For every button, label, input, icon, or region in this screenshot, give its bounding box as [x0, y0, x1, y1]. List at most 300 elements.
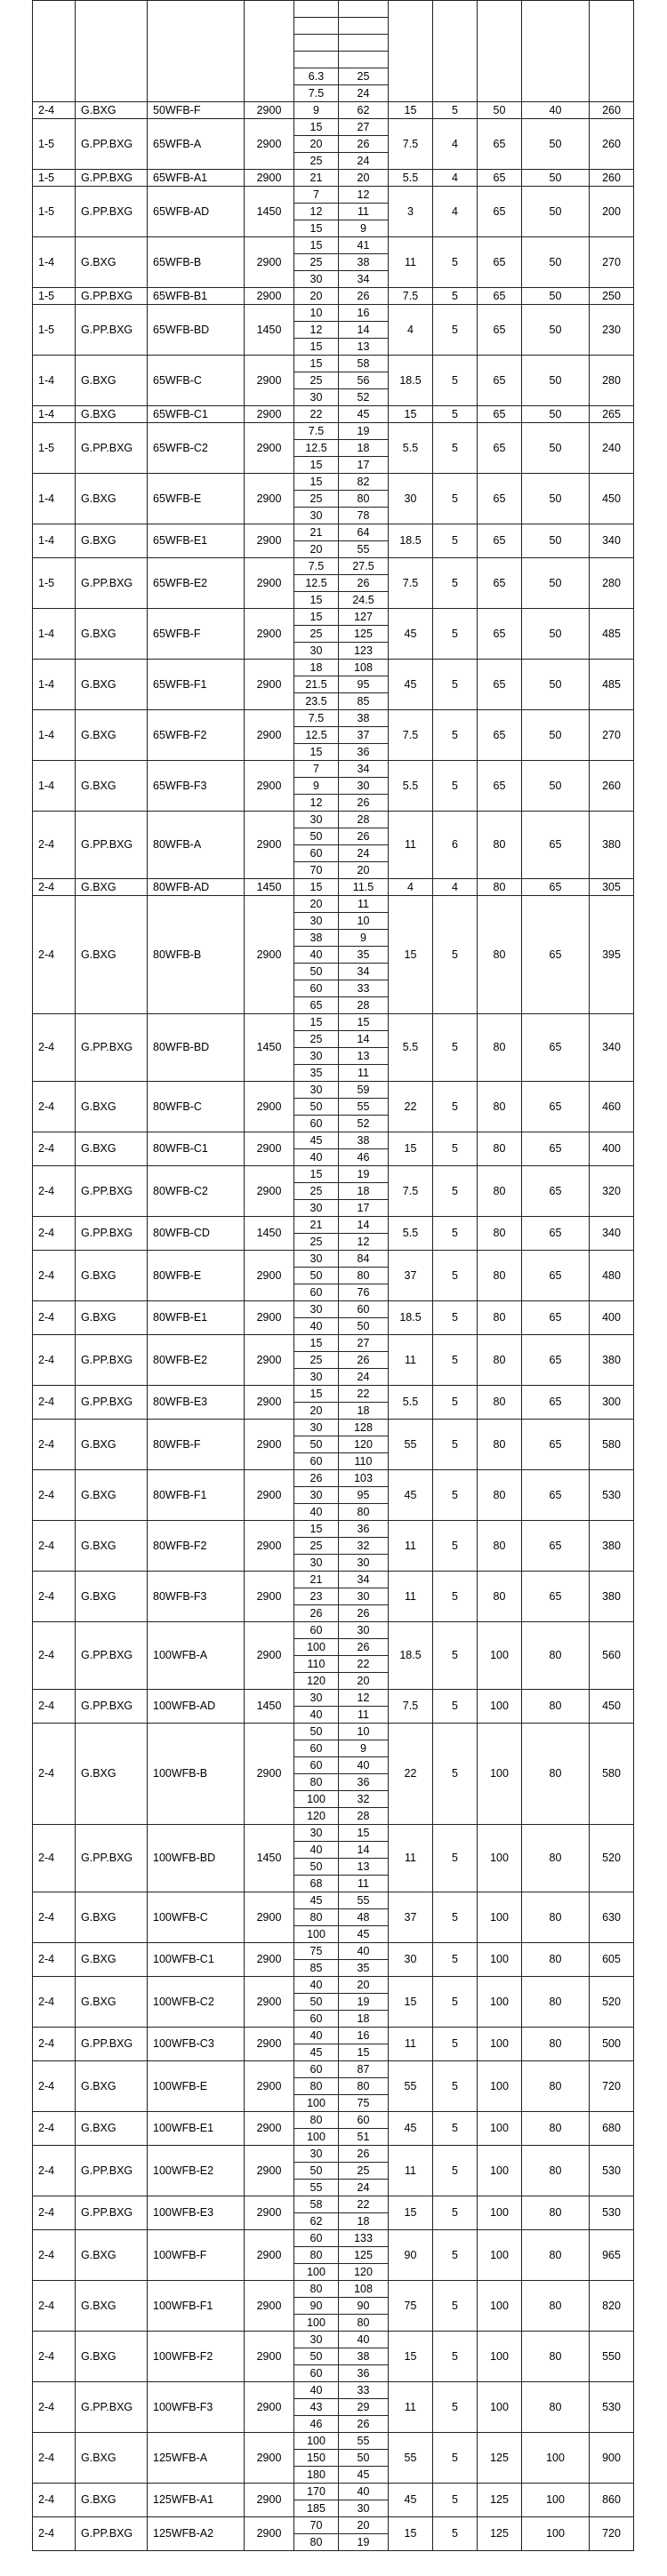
flow-value: 30 — [294, 2146, 339, 2163]
flow-value: 15 — [294, 744, 339, 761]
group-inlet: 65 — [478, 305, 522, 356]
flow-value: 90 — [294, 2298, 339, 2315]
flow-value: 9 — [294, 102, 339, 119]
group-outlet: 50 — [522, 119, 590, 170]
group-class: 2-4 — [33, 1301, 76, 1335]
group-power: 37 — [389, 1892, 433, 1943]
head-value: 34 — [339, 964, 389, 980]
group-weight: 485 — [590, 660, 634, 710]
head-value: 22 — [339, 2196, 389, 2213]
flow-value: 15 — [294, 1521, 339, 1538]
head-value: 11 — [339, 1707, 389, 1724]
group-stages: 5 — [433, 102, 478, 119]
group-power: 4 — [389, 305, 433, 356]
table-row — [33, 710, 634, 727]
flow-value: 110 — [294, 1656, 339, 1673]
head-value: 37 — [339, 727, 389, 744]
group-outlet: 50 — [522, 187, 590, 237]
flow-value: 20 — [294, 288, 339, 305]
table-row — [33, 1892, 634, 1909]
group-weight: 340 — [590, 1014, 634, 1082]
group-weight: 400 — [590, 1301, 634, 1335]
table-row — [33, 1470, 634, 1487]
flow-value: 30 — [294, 1690, 339, 1707]
group-weight: 340 — [590, 1217, 634, 1251]
head-value: 64 — [339, 524, 389, 541]
group-material: G.BXG — [76, 237, 148, 288]
group-class: 2-4 — [33, 2517, 76, 2551]
flow-value: 20 — [294, 541, 339, 558]
flow-value: 18 — [294, 660, 339, 676]
flow-value: 50 — [294, 1436, 339, 1453]
table-row — [33, 1521, 634, 1538]
group-class: 1-5 — [33, 288, 76, 305]
flow-value: 25 — [294, 372, 339, 389]
group-weight: 485 — [590, 609, 634, 660]
group-speed: 2900 — [245, 1521, 294, 1572]
pump-spec-table — [32, 0, 634, 2551]
group-outlet: 80 — [522, 2332, 590, 2382]
flow-value: 25 — [294, 153, 339, 170]
group-class: 2-4 — [33, 1335, 76, 1386]
group-model: 65WFB-F1 — [148, 660, 245, 710]
group-stages: 5 — [433, 1386, 478, 1420]
head-value: 50 — [339, 1318, 389, 1335]
group-class: 2-4 — [33, 1943, 76, 1977]
group-power: 37 — [389, 1251, 433, 1301]
flow-value: 45 — [294, 1892, 339, 1909]
group-stages: 5 — [433, 1251, 478, 1301]
group-model: 80WFB-F1 — [148, 1470, 245, 1521]
group-outlet: 50 — [522, 237, 590, 288]
table-row — [33, 2484, 634, 2500]
group-model: 65WFB-C2 — [148, 423, 245, 474]
group-outlet: 65 — [522, 1386, 590, 1420]
flow-value: 50 — [294, 2348, 339, 2365]
group-stages: 5 — [433, 660, 478, 710]
group-class: 1-5 — [33, 305, 76, 356]
group-outlet: 50 — [522, 710, 590, 761]
flow-value: 40 — [294, 947, 339, 964]
group-model: 125WFB-A — [148, 2433, 245, 2484]
group-outlet: 50 — [522, 660, 590, 710]
group-inlet: 65 — [478, 474, 522, 524]
head-value — [339, 18, 389, 35]
group-weight: 200 — [590, 187, 634, 237]
head-value: 9 — [339, 220, 389, 237]
group-model: 125WFB-A2 — [148, 2517, 245, 2551]
group-stages: 5 — [433, 1892, 478, 1943]
group-weight: 500 — [590, 2028, 634, 2061]
group-material: G.BXG — [76, 1301, 148, 1335]
head-value: 18 — [339, 2213, 389, 2230]
group-stages: 5 — [433, 1943, 478, 1977]
flow-value: 60 — [294, 1622, 339, 1639]
flow-value: 26 — [294, 1605, 339, 1622]
group-outlet: 50 — [522, 558, 590, 609]
group-speed: 2900 — [245, 1166, 294, 1217]
group-power: 7.5 — [389, 288, 433, 305]
group-weight: 250 — [590, 288, 634, 305]
group-material: G.BXG — [76, 2230, 148, 2281]
group-inlet: 100 — [478, 1622, 522, 1690]
group-speed: 2900 — [245, 524, 294, 558]
group-model — [148, 1, 245, 102]
group-outlet: 65 — [522, 1420, 590, 1470]
group-stages: 5 — [433, 305, 478, 356]
head-value: 56 — [339, 372, 389, 389]
head-value: 34 — [339, 1572, 389, 1588]
group-weight: 305 — [590, 879, 634, 896]
group-model: 100WFB-E1 — [148, 2112, 245, 2146]
head-value: 26 — [339, 1605, 389, 1622]
head-value: 24.5 — [339, 592, 389, 609]
group-inlet: 65 — [478, 170, 522, 187]
group-stages: 5 — [433, 423, 478, 474]
group-outlet: 65 — [522, 1470, 590, 1521]
head-value: 30 — [339, 778, 389, 795]
group-speed: 2900 — [245, 1622, 294, 1690]
group-outlet: 50 — [522, 288, 590, 305]
group-model: 80WFB-F — [148, 1420, 245, 1470]
group-inlet: 65 — [478, 288, 522, 305]
table-row — [33, 896, 634, 913]
head-value: 48 — [339, 1909, 389, 1926]
group-material: G.PP.BXG — [76, 1014, 148, 1082]
head-value: 14 — [339, 322, 389, 339]
head-value: 15 — [339, 1014, 389, 1031]
table-row — [33, 356, 634, 372]
flow-value: 15 — [294, 592, 339, 609]
table-row — [33, 423, 634, 440]
flow-value: 100 — [294, 2264, 339, 2281]
group-outlet: 40 — [522, 102, 590, 119]
group-outlet: 65 — [522, 1132, 590, 1166]
group-class: 1-5 — [33, 119, 76, 170]
group-weight: 280 — [590, 558, 634, 609]
head-value: 16 — [339, 2028, 389, 2044]
head-value: 80 — [339, 2315, 389, 2332]
head-value: 108 — [339, 660, 389, 676]
head-value — [339, 1, 389, 18]
head-value: 123 — [339, 643, 389, 660]
head-value: 26 — [339, 288, 389, 305]
group-inlet: 65 — [478, 423, 522, 474]
group-model: 100WFB-A — [148, 1622, 245, 1690]
group-speed — [245, 1, 294, 102]
flow-value: 30 — [294, 1555, 339, 1572]
group-power: 18.5 — [389, 1622, 433, 1690]
table-row — [33, 2196, 634, 2213]
head-value: 17 — [339, 1200, 389, 1217]
group-material: G.BXG — [76, 1977, 148, 2028]
flow-value: 30 — [294, 508, 339, 524]
head-value: 30 — [339, 2500, 389, 2517]
head-value: 24 — [339, 2180, 389, 2196]
flow-value: 80 — [294, 2078, 339, 2095]
group-model: 100WFB-BD — [148, 1825, 245, 1892]
head-value: 26 — [339, 828, 389, 845]
group-class: 1-5 — [33, 423, 76, 474]
group-power: 11 — [389, 2028, 433, 2061]
group-weight: 395 — [590, 896, 634, 1014]
flow-value: 10 — [294, 305, 339, 322]
group-model: 80WFB-C1 — [148, 1132, 245, 1166]
head-value: 30 — [339, 1622, 389, 1639]
group-inlet: 50 — [478, 102, 522, 119]
group-class: 2-4 — [33, 2112, 76, 2146]
head-value: 38 — [339, 254, 389, 271]
head-value: 26 — [339, 2146, 389, 2163]
head-value: 14 — [339, 1031, 389, 1048]
group-inlet: 100 — [478, 2112, 522, 2146]
flow-value: 30 — [294, 812, 339, 828]
group-stages: 5 — [433, 2146, 478, 2196]
group-stages: 5 — [433, 2433, 478, 2484]
group-weight: 450 — [590, 474, 634, 524]
table-row — [33, 1825, 634, 1842]
flow-value: 21 — [294, 170, 339, 187]
group-stages: 4 — [433, 119, 478, 170]
flow-value: 20 — [294, 136, 339, 153]
head-value: 36 — [339, 1521, 389, 1538]
group-weight: 380 — [590, 1572, 634, 1622]
head-value: 26 — [339, 795, 389, 812]
flow-value: 25 — [294, 491, 339, 508]
group-outlet: 50 — [522, 423, 590, 474]
group-stages: 5 — [433, 524, 478, 558]
flow-value: 21 — [294, 1217, 339, 1234]
flow-value: 7.5 — [294, 85, 339, 102]
head-value: 27.5 — [339, 558, 389, 575]
group-model: 80WFB-F2 — [148, 1521, 245, 1572]
table-row — [33, 2112, 634, 2129]
head-value: 18 — [339, 2011, 389, 2028]
group-stages: 5 — [433, 474, 478, 524]
flow-value: 60 — [294, 2061, 339, 2078]
group-class: 2-4 — [33, 1825, 76, 1892]
head-value: 18 — [339, 1403, 389, 1420]
head-value: 40 — [339, 1757, 389, 1774]
table-row — [33, 1724, 634, 1740]
head-value: 76 — [339, 1284, 389, 1301]
group-material: G.BXG — [76, 1132, 148, 1166]
head-value: 32 — [339, 1538, 389, 1555]
head-value: 58 — [339, 356, 389, 372]
group-stages: 5 — [433, 356, 478, 406]
group-weight: 450 — [590, 1690, 634, 1724]
head-value: 32 — [339, 1791, 389, 1808]
flow-value: 30 — [294, 1420, 339, 1436]
group-weight: 400 — [590, 1132, 634, 1166]
flow-value: 25 — [294, 1234, 339, 1251]
head-value: 28 — [339, 812, 389, 828]
head-value: 13 — [339, 1048, 389, 1065]
group-speed: 2900 — [245, 423, 294, 474]
group-model: 100WFB-C1 — [148, 1943, 245, 1977]
group-inlet: 125 — [478, 2433, 522, 2484]
flow-value — [294, 52, 339, 68]
group-model: 65WFB-F — [148, 609, 245, 660]
group-outlet: 80 — [522, 2061, 590, 2112]
group-speed: 2900 — [245, 119, 294, 170]
flow-value: 7 — [294, 187, 339, 204]
flow-value: 21.5 — [294, 676, 339, 693]
group-model: 65WFB-C1 — [148, 406, 245, 423]
group-material: G.BXG — [76, 102, 148, 119]
flow-value: 100 — [294, 2095, 339, 2112]
group-class: 1-5 — [33, 558, 76, 609]
group-material: G.PP.BXG — [76, 288, 148, 305]
group-outlet: 80 — [522, 1892, 590, 1943]
group-outlet: 65 — [522, 896, 590, 1014]
group-material: G.PP.BXG — [76, 187, 148, 237]
head-value: 36 — [339, 744, 389, 761]
table-row — [33, 609, 634, 626]
flow-value — [294, 1, 339, 18]
group-inlet: 100 — [478, 2332, 522, 2382]
group-inlet: 125 — [478, 2484, 522, 2517]
group-class: 2-4 — [33, 2230, 76, 2281]
head-value: 80 — [339, 1268, 389, 1284]
head-value: 45 — [339, 2467, 389, 2484]
group-power: 55 — [389, 2433, 433, 2484]
flow-value: 7 — [294, 761, 339, 778]
group-material: G.BXG — [76, 761, 148, 812]
group-class: 1-4 — [33, 237, 76, 288]
head-value: 22 — [339, 1386, 389, 1403]
flow-value: 25 — [294, 1352, 339, 1369]
table-row — [33, 1251, 634, 1268]
table-row — [33, 1, 634, 18]
group-outlet: 65 — [522, 1335, 590, 1386]
head-value: 40 — [339, 1943, 389, 1960]
group-outlet: 80 — [522, 1943, 590, 1977]
flow-value: 80 — [294, 1774, 339, 1791]
group-outlet: 80 — [522, 1622, 590, 1690]
group-weight: 260 — [590, 119, 634, 170]
group-material: G.BXG — [76, 2332, 148, 2382]
group-weight: 820 — [590, 2281, 634, 2332]
group-speed: 2900 — [245, 406, 294, 423]
head-value: 125 — [339, 2247, 389, 2264]
flow-value: 30 — [294, 389, 339, 406]
group-stages: 5 — [433, 1082, 478, 1132]
flow-value: 60 — [294, 1116, 339, 1132]
head-value: 45 — [339, 406, 389, 423]
group-power: 11 — [389, 2382, 433, 2433]
group-outlet: 65 — [522, 1251, 590, 1301]
group-power: 7.5 — [389, 558, 433, 609]
group-power: 11 — [389, 237, 433, 288]
head-value: 46 — [339, 1149, 389, 1166]
flow-value: 50 — [294, 1859, 339, 1876]
head-value: 20 — [339, 170, 389, 187]
table-row — [33, 406, 634, 423]
group-class: 2-4 — [33, 1521, 76, 1572]
head-value: 52 — [339, 389, 389, 406]
group-material: G.PP.BXG — [76, 2028, 148, 2061]
group-class — [33, 1, 76, 102]
table-row — [33, 305, 634, 322]
group-class: 2-4 — [33, 1420, 76, 1470]
flow-value: 22 — [294, 406, 339, 423]
group-power: 5.5 — [389, 1217, 433, 1251]
group-inlet: 65 — [478, 710, 522, 761]
group-weight: 860 — [590, 2484, 634, 2517]
group-power: 22 — [389, 1082, 433, 1132]
flow-value: 60 — [294, 845, 339, 862]
table-row — [33, 187, 634, 204]
group-material: G.BXG — [76, 2281, 148, 2332]
group-power: 15 — [389, 896, 433, 1014]
group-inlet: 100 — [478, 2061, 522, 2112]
group-power: 5.5 — [389, 170, 433, 187]
head-value: 34 — [339, 271, 389, 288]
group-stages: 5 — [433, 609, 478, 660]
group-weight: 530 — [590, 2146, 634, 2196]
group-speed: 2900 — [245, 102, 294, 119]
head-value: 120 — [339, 2264, 389, 2281]
group-stages: 5 — [433, 896, 478, 1014]
flow-value: 70 — [294, 862, 339, 879]
flow-value: 80 — [294, 1909, 339, 1926]
group-weight: 605 — [590, 1943, 634, 1977]
group-material: G.BXG — [76, 1082, 148, 1132]
group-inlet: 80 — [478, 1335, 522, 1386]
group-material: G.BXG — [76, 660, 148, 710]
group-stages: 5 — [433, 1132, 478, 1166]
flow-value: 50 — [294, 1994, 339, 2011]
group-outlet: 50 — [522, 761, 590, 812]
group-power: 45 — [389, 2112, 433, 2146]
head-value: 127 — [339, 609, 389, 626]
head-value: 38 — [339, 710, 389, 727]
group-speed: 2900 — [245, 2146, 294, 2196]
group-inlet: 80 — [478, 1166, 522, 1217]
table-row — [33, 170, 634, 187]
table-row — [33, 1132, 634, 1149]
group-speed: 2900 — [245, 237, 294, 288]
flow-value: 40 — [294, 1149, 339, 1166]
group-material: G.BXG — [76, 1572, 148, 1622]
flow-value: 30 — [294, 1200, 339, 1217]
group-power: 15 — [389, 406, 433, 423]
flow-value: 100 — [294, 2433, 339, 2450]
group-power: 90 — [389, 2230, 433, 2281]
group-class: 2-4 — [33, 1470, 76, 1521]
group-speed: 2900 — [245, 2061, 294, 2112]
group-weight: 380 — [590, 812, 634, 879]
group-power: 30 — [389, 1943, 433, 1977]
group-inlet: 65 — [478, 524, 522, 558]
group-inlet: 100 — [478, 2196, 522, 2230]
flow-value: 45 — [294, 2044, 339, 2061]
group-outlet: 80 — [522, 2230, 590, 2281]
flow-value: 100 — [294, 1926, 339, 1943]
group-inlet: 80 — [478, 1082, 522, 1132]
flow-value: 62 — [294, 2213, 339, 2230]
flow-value: 15 — [294, 356, 339, 372]
head-value: 19 — [339, 423, 389, 440]
group-weight: 560 — [590, 1622, 634, 1690]
group-speed: 2900 — [245, 288, 294, 305]
group-class: 2-4 — [33, 1251, 76, 1301]
group-stages: 5 — [433, 406, 478, 423]
group-material: G.BXG — [76, 1521, 148, 1572]
group-class: 2-4 — [33, 1132, 76, 1166]
flow-value: 30 — [294, 1301, 339, 1318]
